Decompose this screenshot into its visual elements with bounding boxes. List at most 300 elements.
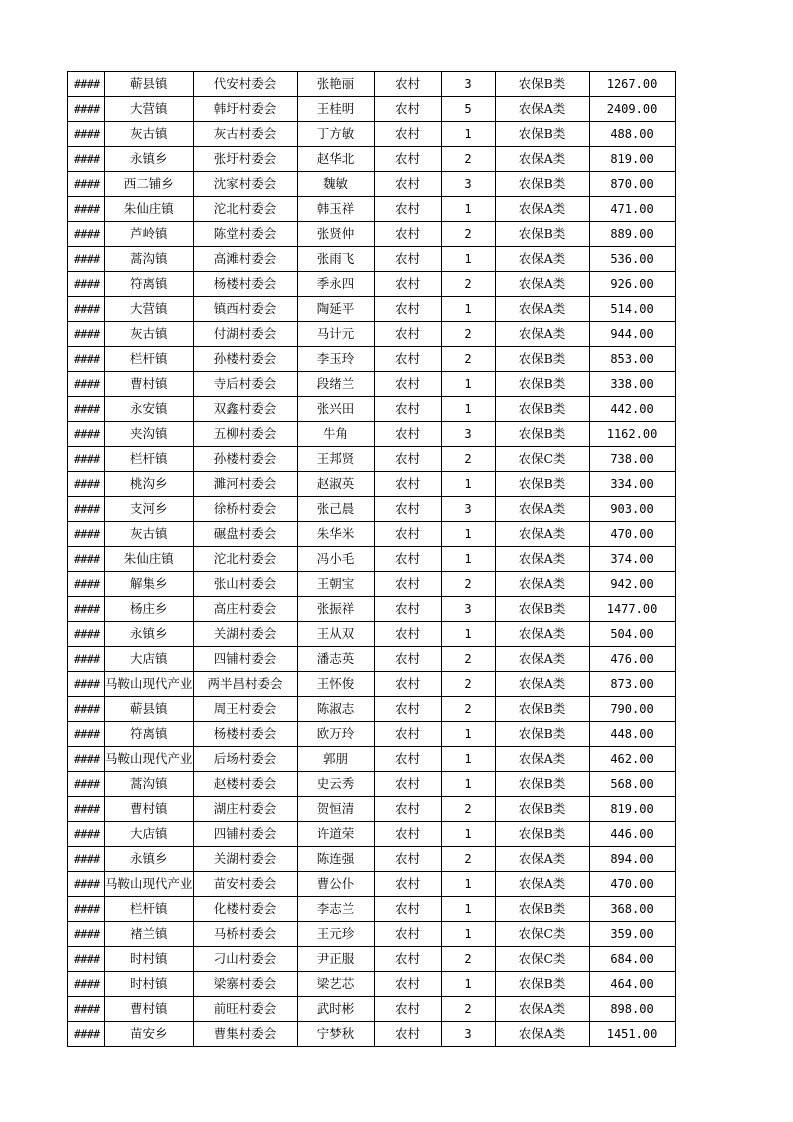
household-count-cell: 2 [441, 847, 495, 872]
town-cell: 蕲县镇 [105, 697, 194, 722]
household-count-cell: 2 [441, 672, 495, 697]
village-cell: 付湖村委会 [193, 322, 297, 347]
town-cell: 时村镇 [105, 947, 194, 972]
table-row [68, 372, 676, 397]
row-id-cell: #### [68, 72, 105, 97]
amount-cell: 1267.00 [589, 72, 675, 97]
table-row [68, 172, 676, 197]
amount-cell: 819.00 [589, 147, 675, 172]
person-name-cell: 韩玉祥 [297, 197, 374, 222]
amount-cell: 504.00 [589, 622, 675, 647]
table-row [68, 347, 676, 372]
person-name-cell: 李玉玲 [297, 347, 374, 372]
person-name-cell: 冯小毛 [297, 547, 374, 572]
category-cell: 农保A类 [495, 147, 589, 172]
table-row [68, 422, 676, 447]
person-name-cell: 王怀俊 [297, 672, 374, 697]
town-cell: 苗安乡 [105, 1022, 194, 1047]
category-cell: 农保B类 [495, 722, 589, 747]
town-cell: 大营镇 [105, 297, 194, 322]
town-cell: 符离镇 [105, 722, 194, 747]
town-cell: 灰古镇 [105, 122, 194, 147]
table-row [68, 397, 676, 422]
amount-cell: 942.00 [589, 572, 675, 597]
village-cell: 刁山村委会 [193, 947, 297, 972]
person-name-cell: 张振祥 [297, 597, 374, 622]
village-cell: 杨楼村委会 [193, 272, 297, 297]
town-cell: 栏杆镇 [105, 447, 194, 472]
person-name-cell: 贺恒清 [297, 797, 374, 822]
table-row [68, 922, 676, 947]
town-cell: 永镇乡 [105, 622, 194, 647]
area-type-cell: 农村 [374, 272, 441, 297]
village-cell: 马桥村委会 [193, 922, 297, 947]
area-type-cell: 农村 [374, 522, 441, 547]
amount-cell: 790.00 [589, 697, 675, 722]
table-row [68, 247, 676, 272]
household-count-cell: 1 [441, 397, 495, 422]
town-cell: 大店镇 [105, 647, 194, 672]
town-cell: 曹村镇 [105, 797, 194, 822]
village-cell: 后场村委会 [193, 747, 297, 772]
row-id-cell: #### [68, 372, 105, 397]
village-cell: 高庄村委会 [193, 597, 297, 622]
category-cell: 农保B类 [495, 372, 589, 397]
area-type-cell: 农村 [374, 622, 441, 647]
category-cell: 农保B类 [495, 822, 589, 847]
household-count-cell: 3 [441, 597, 495, 622]
amount-cell: 488.00 [589, 122, 675, 147]
amount-cell: 471.00 [589, 197, 675, 222]
village-cell: 化楼村委会 [193, 897, 297, 922]
town-cell: 栏杆镇 [105, 897, 194, 922]
area-type-cell: 农村 [374, 97, 441, 122]
area-type-cell: 农村 [374, 422, 441, 447]
town-cell: 永镇乡 [105, 147, 194, 172]
household-count-cell: 1 [441, 972, 495, 997]
category-cell: 农保B类 [495, 772, 589, 797]
person-name-cell: 王元珍 [297, 922, 374, 947]
table-row [68, 297, 676, 322]
row-id-cell: #### [68, 172, 105, 197]
amount-cell: 738.00 [589, 447, 675, 472]
row-id-cell: #### [68, 947, 105, 972]
town-cell: 蕲县镇 [105, 72, 194, 97]
town-cell: 大营镇 [105, 97, 194, 122]
category-cell: 农保B类 [495, 597, 589, 622]
row-id-cell: #### [68, 297, 105, 322]
person-name-cell: 张兴田 [297, 397, 374, 422]
household-count-cell: 1 [441, 247, 495, 272]
amount-cell: 374.00 [589, 547, 675, 572]
table-row [68, 572, 676, 597]
category-cell: 农保A类 [495, 572, 589, 597]
row-id-cell: #### [68, 222, 105, 247]
amount-cell: 894.00 [589, 847, 675, 872]
subsidy-table [67, 71, 676, 1047]
household-count-cell: 2 [441, 697, 495, 722]
town-cell: 永安镇 [105, 397, 194, 422]
area-type-cell: 农村 [374, 447, 441, 472]
category-cell: 农保A类 [495, 197, 589, 222]
household-count-cell: 1 [441, 522, 495, 547]
area-type-cell: 农村 [374, 647, 441, 672]
area-type-cell: 农村 [374, 572, 441, 597]
row-id-cell: #### [68, 972, 105, 997]
village-cell: 徐桥村委会 [193, 497, 297, 522]
person-name-cell: 武时彬 [297, 997, 374, 1022]
household-count-cell: 2 [441, 222, 495, 247]
amount-cell: 926.00 [589, 272, 675, 297]
amount-cell: 1477.00 [589, 597, 675, 622]
person-name-cell: 王朝宝 [297, 572, 374, 597]
village-cell: 两半昌村委会 [193, 672, 297, 697]
household-count-cell: 1 [441, 822, 495, 847]
category-cell: 农保A类 [495, 547, 589, 572]
category-cell: 农保A类 [495, 997, 589, 1022]
amount-cell: 338.00 [589, 372, 675, 397]
town-cell: 时村镇 [105, 972, 194, 997]
town-cell: 桃沟乡 [105, 472, 194, 497]
person-name-cell: 段绪兰 [297, 372, 374, 397]
row-id-cell: #### [68, 822, 105, 847]
area-type-cell: 农村 [374, 597, 441, 622]
person-name-cell: 梁艺芯 [297, 972, 374, 997]
row-id-cell: #### [68, 572, 105, 597]
area-type-cell: 农村 [374, 947, 441, 972]
row-id-cell: #### [68, 497, 105, 522]
amount-cell: 870.00 [589, 172, 675, 197]
category-cell: 农保A类 [495, 247, 589, 272]
area-type-cell: 农村 [374, 347, 441, 372]
category-cell: 农保A类 [495, 497, 589, 522]
row-id-cell: #### [68, 447, 105, 472]
amount-cell: 442.00 [589, 397, 675, 422]
village-cell: 沈家村委会 [193, 172, 297, 197]
area-type-cell: 农村 [374, 472, 441, 497]
table-row [68, 722, 676, 747]
town-cell: 永镇乡 [105, 847, 194, 872]
amount-cell: 1162.00 [589, 422, 675, 447]
row-id-cell: #### [68, 397, 105, 422]
household-count-cell: 1 [441, 297, 495, 322]
person-name-cell: 陶延平 [297, 297, 374, 322]
household-count-cell: 1 [441, 472, 495, 497]
area-type-cell: 农村 [374, 147, 441, 172]
person-name-cell: 张贤仲 [297, 222, 374, 247]
row-id-cell: #### [68, 997, 105, 1022]
amount-cell: 873.00 [589, 672, 675, 697]
amount-cell: 446.00 [589, 822, 675, 847]
area-type-cell: 农村 [374, 1022, 441, 1047]
amount-cell: 903.00 [589, 497, 675, 522]
village-cell: 高滩村委会 [193, 247, 297, 272]
village-cell: 张圩村委会 [193, 147, 297, 172]
area-type-cell: 农村 [374, 197, 441, 222]
person-name-cell: 张己晨 [297, 497, 374, 522]
village-cell: 关湖村委会 [193, 847, 297, 872]
person-name-cell: 张雨飞 [297, 247, 374, 272]
village-cell: 杨楼村委会 [193, 722, 297, 747]
area-type-cell: 农村 [374, 547, 441, 572]
amount-cell: 853.00 [589, 347, 675, 372]
category-cell: 农保B类 [495, 797, 589, 822]
category-cell: 农保A类 [495, 522, 589, 547]
household-count-cell: 1 [441, 197, 495, 222]
area-type-cell: 农村 [374, 847, 441, 872]
table-row [68, 72, 676, 97]
table-row [68, 822, 676, 847]
row-id-cell: #### [68, 547, 105, 572]
town-cell: 大店镇 [105, 822, 194, 847]
category-cell: 农保A类 [495, 322, 589, 347]
amount-cell: 462.00 [589, 747, 675, 772]
amount-cell: 684.00 [589, 947, 675, 972]
category-cell: 农保B类 [495, 347, 589, 372]
village-cell: 沱北村委会 [193, 547, 297, 572]
area-type-cell: 农村 [374, 872, 441, 897]
table-row [68, 672, 676, 697]
village-cell: 五柳村委会 [193, 422, 297, 447]
table-row [68, 522, 676, 547]
row-id-cell: #### [68, 347, 105, 372]
household-count-cell: 2 [441, 647, 495, 672]
amount-cell: 464.00 [589, 972, 675, 997]
town-cell: 蒿沟镇 [105, 247, 194, 272]
town-cell: 曹村镇 [105, 372, 194, 397]
table-row [68, 622, 676, 647]
row-id-cell: #### [68, 922, 105, 947]
household-count-cell: 1 [441, 122, 495, 147]
town-cell: 芦岭镇 [105, 222, 194, 247]
row-id-cell: #### [68, 672, 105, 697]
person-name-cell: 潘志英 [297, 647, 374, 672]
person-name-cell: 宁梦秋 [297, 1022, 374, 1047]
village-cell: 赵楼村委会 [193, 772, 297, 797]
town-cell: 灰古镇 [105, 322, 194, 347]
row-id-cell: #### [68, 772, 105, 797]
row-id-cell: #### [68, 797, 105, 822]
table-row [68, 272, 676, 297]
table-row [68, 997, 676, 1022]
person-name-cell: 陈连强 [297, 847, 374, 872]
table-row [68, 972, 676, 997]
amount-cell: 448.00 [589, 722, 675, 747]
household-count-cell: 2 [441, 797, 495, 822]
category-cell: 农保B类 [495, 897, 589, 922]
area-type-cell: 农村 [374, 172, 441, 197]
person-name-cell: 丁方敏 [297, 122, 374, 147]
person-name-cell: 许道荣 [297, 822, 374, 847]
town-cell: 马鞍山现代产业 [105, 872, 194, 897]
village-cell: 梁寨村委会 [193, 972, 297, 997]
row-id-cell: #### [68, 472, 105, 497]
category-cell: 农保A类 [495, 1022, 589, 1047]
village-cell: 双鑫村委会 [193, 397, 297, 422]
household-count-cell: 1 [441, 722, 495, 747]
amount-cell: 514.00 [589, 297, 675, 322]
row-id-cell: #### [68, 97, 105, 122]
table-row [68, 147, 676, 172]
amount-cell: 1451.00 [589, 1022, 675, 1047]
table-body [68, 72, 676, 1047]
category-cell: 农保A类 [495, 97, 589, 122]
village-cell: 代安村委会 [193, 72, 297, 97]
area-type-cell: 农村 [374, 822, 441, 847]
area-type-cell: 农村 [374, 122, 441, 147]
amount-cell: 819.00 [589, 797, 675, 822]
amount-cell: 536.00 [589, 247, 675, 272]
row-id-cell: #### [68, 522, 105, 547]
person-name-cell: 魏敏 [297, 172, 374, 197]
area-type-cell: 农村 [374, 972, 441, 997]
town-cell: 解集乡 [105, 572, 194, 597]
area-type-cell: 农村 [374, 922, 441, 947]
town-cell: 杨庄乡 [105, 597, 194, 622]
village-cell: 曹集村委会 [193, 1022, 297, 1047]
table-row [68, 772, 676, 797]
town-cell: 朱仙庄镇 [105, 547, 194, 572]
person-name-cell: 曹公仆 [297, 872, 374, 897]
person-name-cell: 赵华北 [297, 147, 374, 172]
village-cell: 孙楼村委会 [193, 447, 297, 472]
amount-cell: 368.00 [589, 897, 675, 922]
household-count-cell: 2 [441, 447, 495, 472]
row-id-cell: #### [68, 897, 105, 922]
category-cell: 农保A类 [495, 847, 589, 872]
household-count-cell: 1 [441, 622, 495, 647]
table-row [68, 222, 676, 247]
table-row [68, 197, 676, 222]
amount-cell: 476.00 [589, 647, 675, 672]
row-id-cell: #### [68, 722, 105, 747]
person-name-cell: 史云秀 [297, 772, 374, 797]
area-type-cell: 农村 [374, 322, 441, 347]
row-id-cell: #### [68, 697, 105, 722]
town-cell: 马鞍山现代产业 [105, 747, 194, 772]
person-name-cell: 郭朋 [297, 747, 374, 772]
row-id-cell: #### [68, 322, 105, 347]
person-name-cell: 李志兰 [297, 897, 374, 922]
household-count-cell: 3 [441, 72, 495, 97]
town-cell: 夹沟镇 [105, 422, 194, 447]
category-cell: 农保B类 [495, 72, 589, 97]
person-name-cell: 尹正服 [297, 947, 374, 972]
village-cell: 陈堂村委会 [193, 222, 297, 247]
area-type-cell: 农村 [374, 372, 441, 397]
person-name-cell: 马计元 [297, 322, 374, 347]
village-cell: 关湖村委会 [193, 622, 297, 647]
household-count-cell: 2 [441, 947, 495, 972]
table-row [68, 472, 676, 497]
village-cell: 濉河村委会 [193, 472, 297, 497]
amount-cell: 944.00 [589, 322, 675, 347]
area-type-cell: 农村 [374, 772, 441, 797]
category-cell: 农保A类 [495, 672, 589, 697]
category-cell: 农保A类 [495, 272, 589, 297]
table-row [68, 1022, 676, 1047]
category-cell: 农保B类 [495, 222, 589, 247]
person-name-cell: 王从双 [297, 622, 374, 647]
table-row [68, 747, 676, 772]
amount-cell: 898.00 [589, 997, 675, 1022]
data-sheet [67, 71, 676, 1047]
table-row [68, 97, 676, 122]
area-type-cell: 农村 [374, 722, 441, 747]
area-type-cell: 农村 [374, 897, 441, 922]
row-id-cell: #### [68, 147, 105, 172]
town-cell: 马鞍山现代产业 [105, 672, 194, 697]
village-cell: 张山村委会 [193, 572, 297, 597]
table-row [68, 122, 676, 147]
household-count-cell: 1 [441, 372, 495, 397]
table-row [68, 797, 676, 822]
village-cell: 镇西村委会 [193, 297, 297, 322]
row-id-cell: #### [68, 622, 105, 647]
category-cell: 农保B类 [495, 397, 589, 422]
table-row [68, 322, 676, 347]
household-count-cell: 2 [441, 997, 495, 1022]
person-name-cell: 王桂明 [297, 97, 374, 122]
village-cell: 周王村委会 [193, 697, 297, 722]
person-name-cell: 欧万玲 [297, 722, 374, 747]
household-count-cell: 3 [441, 172, 495, 197]
area-type-cell: 农村 [374, 222, 441, 247]
amount-cell: 568.00 [589, 772, 675, 797]
table-row [68, 872, 676, 897]
amount-cell: 2409.00 [589, 97, 675, 122]
household-count-cell: 3 [441, 422, 495, 447]
household-count-cell: 5 [441, 97, 495, 122]
village-cell: 四铺村委会 [193, 822, 297, 847]
town-cell: 支河乡 [105, 497, 194, 522]
village-cell: 前旺村委会 [193, 997, 297, 1022]
village-cell: 寺后村委会 [193, 372, 297, 397]
category-cell: 农保A类 [495, 647, 589, 672]
household-count-cell: 2 [441, 272, 495, 297]
household-count-cell: 1 [441, 747, 495, 772]
household-count-cell: 3 [441, 1022, 495, 1047]
village-cell: 沱北村委会 [193, 197, 297, 222]
household-count-cell: 2 [441, 347, 495, 372]
village-cell: 碾盘村委会 [193, 522, 297, 547]
row-id-cell: #### [68, 1022, 105, 1047]
row-id-cell: #### [68, 422, 105, 447]
village-cell: 苗安村委会 [193, 872, 297, 897]
village-cell: 灰古村委会 [193, 122, 297, 147]
village-cell: 孙楼村委会 [193, 347, 297, 372]
table-row [68, 597, 676, 622]
category-cell: 农保C类 [495, 447, 589, 472]
area-type-cell: 农村 [374, 497, 441, 522]
person-name-cell: 陈淑志 [297, 697, 374, 722]
amount-cell: 470.00 [589, 872, 675, 897]
category-cell: 农保B类 [495, 472, 589, 497]
table-row [68, 447, 676, 472]
category-cell: 农保A类 [495, 747, 589, 772]
village-cell: 湖庄村委会 [193, 797, 297, 822]
town-cell: 蒿沟镇 [105, 772, 194, 797]
table-row [68, 497, 676, 522]
amount-cell: 334.00 [589, 472, 675, 497]
category-cell: 农保B类 [495, 972, 589, 997]
village-cell: 韩圩村委会 [193, 97, 297, 122]
table-row [68, 647, 676, 672]
amount-cell: 470.00 [589, 522, 675, 547]
category-cell: 农保A类 [495, 622, 589, 647]
amount-cell: 889.00 [589, 222, 675, 247]
household-count-cell: 3 [441, 497, 495, 522]
